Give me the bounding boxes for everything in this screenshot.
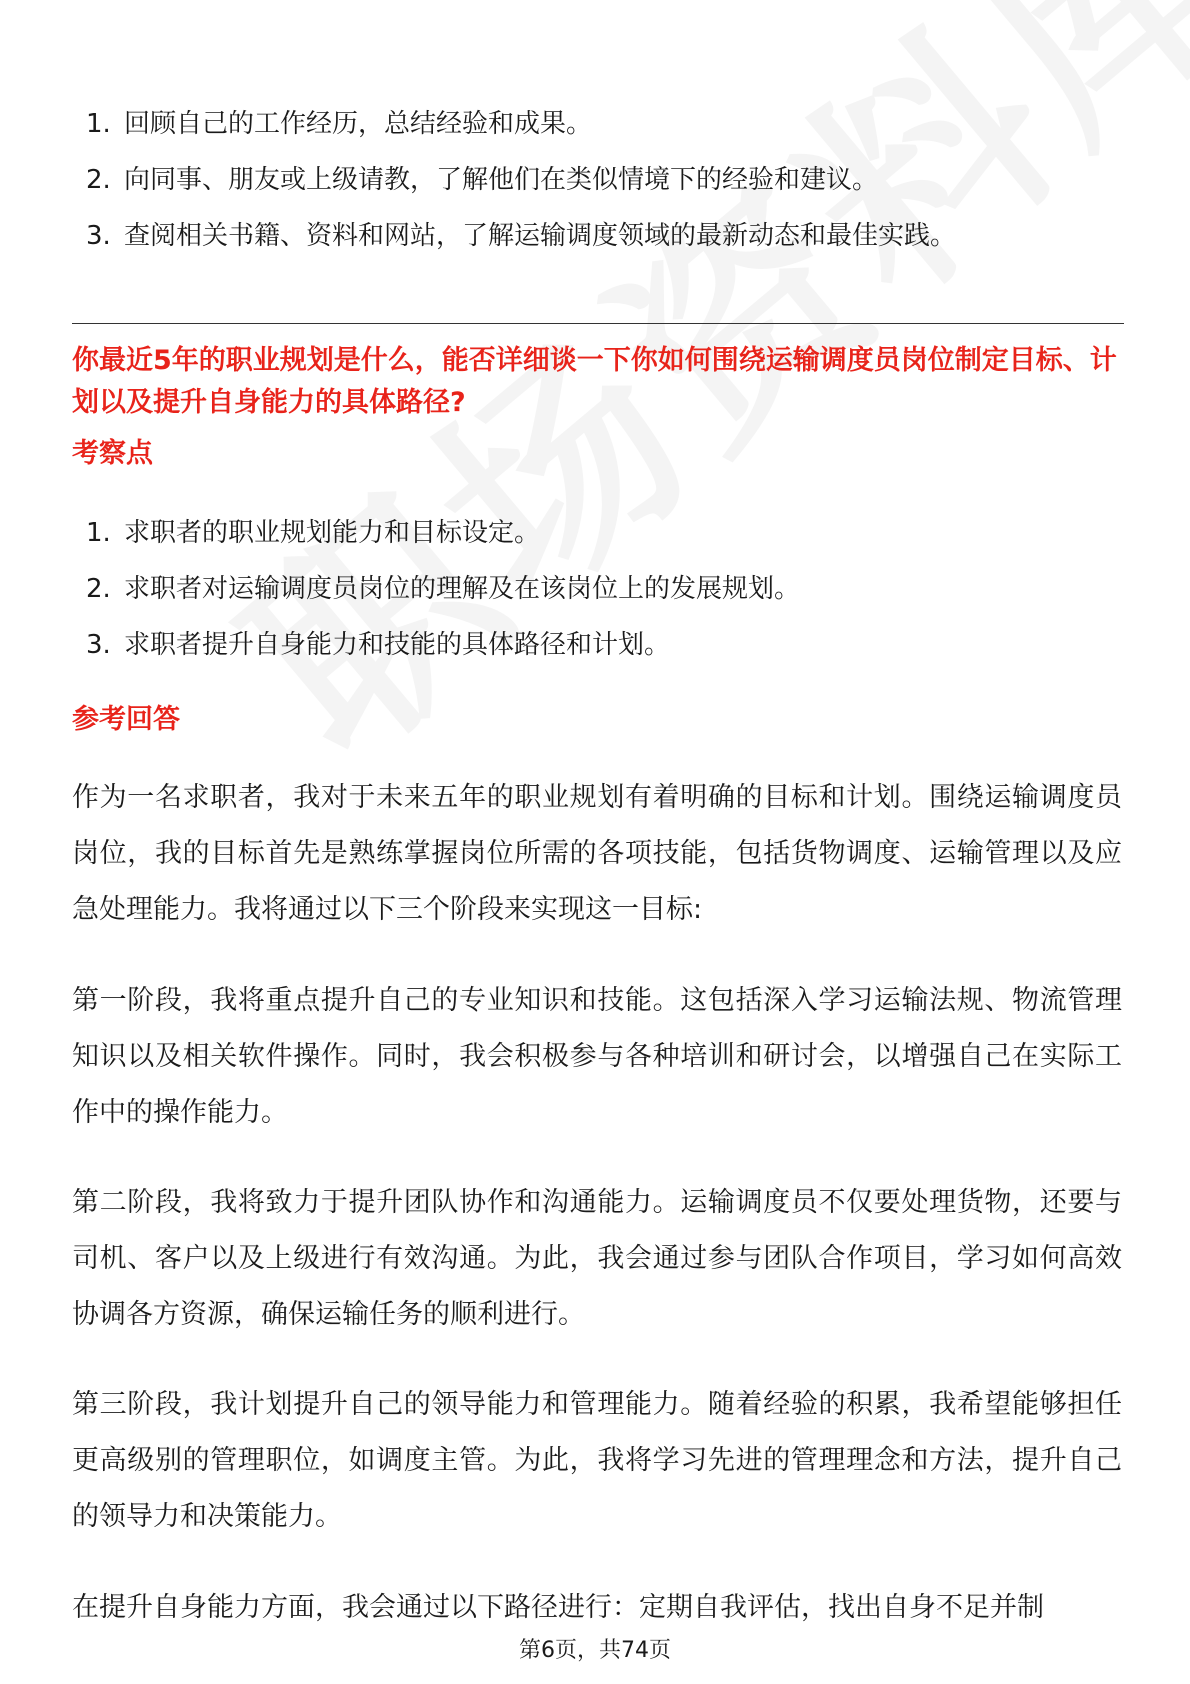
list-item: 1. 回顾自己的工作经历，总结经验和成果。 [86, 109, 593, 139]
examine-points-title: 考察点 [72, 438, 153, 469]
answer-paragraph: 在提升自身能力方面，我会通过以下路径进行：定期自我评估，找出自身不足并制 [72, 1592, 1044, 1623]
list-item: 3. 查阅相关书籍、资料和网站，了解运输调度领域的最新动态和最佳实践。 [86, 221, 957, 251]
examine-points-list [86, 505, 800, 673]
list-item: 3. 求职者提升自身能力和技能的具体路径和计划。 [86, 630, 671, 660]
answer-paragraph: 作为一名求职者，我对于未来五年的职业规划有着明确的目标和计划。围绕运输调度员岗位，我的目标首先是熟练掌握岗位所需的各项技能，包括货物调度、运输管理以及应急处理能力。我将通过以下三个阶段来实现这一目标: [72, 782, 1122, 925]
answer-paragraph: 第三阶段，我计划提升自己的领导能力和管理能力。随着经验的积累，我希望能够担任更高级别的管理职位，如调度主管。为此，我将学习先进的管理理念和方法，提升自己的领导力和决策能力。 [72, 1389, 1122, 1532]
reference-answer-title: 参考回答 [72, 704, 180, 735]
question-heading: 你最近5年的职业规划是什么，能否详细谈一下你如何围绕运输调度员岗位制定目标、计划以及提升自身能力的具体路径? [72, 345, 1117, 418]
answer-paragraph: 第一阶段，我将重点提升自己的专业知识和技能。这包括深入学习运输法规、物流管理知识以及相关软件操作。同时，我会积极参与各种培训和研讨会，以增强自己在实际工作中的操作能力。 [72, 985, 1122, 1128]
answer-paragraph: 第二阶段，我将致力于提升团队协作和沟通能力。运输调度员不仅要处理货物，还要与司机、客户以及上级进行有效沟通。为此，我会通过参与团队合作项目，学习如何高效协调各方资源，确保运输任务的顺利进行。 [72, 1187, 1122, 1330]
list-item: 1. 求职者的职业规划能力和目标设定。 [86, 518, 541, 548]
experience-list [86, 96, 956, 264]
section-divider [72, 323, 1124, 324]
list-item: 2. 向同事、朋友或上级请教，了解他们在类似情境下的经验和建议。 [86, 165, 879, 195]
page-footer: 第6页，共74页 [519, 1638, 671, 1663]
list-item: 2. 求职者对运输调度员岗位的理解及在该岗位上的发展规划。 [86, 574, 801, 604]
